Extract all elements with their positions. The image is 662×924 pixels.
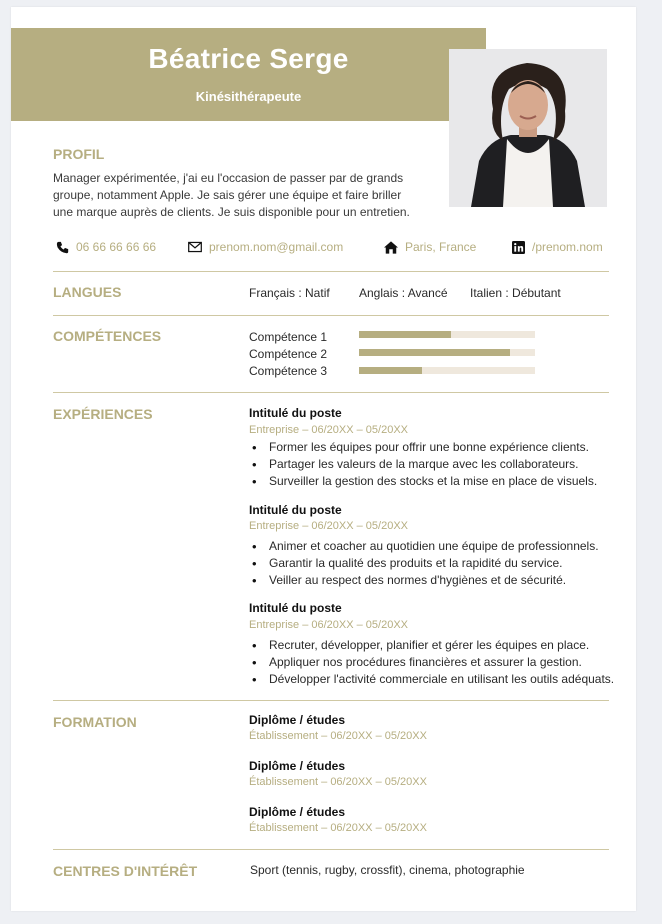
candidate-name: Béatrice Serge — [148, 43, 349, 74]
education-meta: Établissement – 06/20XX – 05/20XX — [249, 730, 427, 742]
experience-title: Intitulé du poste — [249, 601, 342, 615]
experience-bullets — [249, 439, 597, 490]
contact-phone — [55, 240, 156, 254]
list-item: • Développer l'activité commerciale en utilisant les outils adéquats. — [249, 671, 614, 688]
home-icon — [384, 240, 398, 254]
list-item: • Partager les valeurs de la marque avec les collaborateurs. — [249, 456, 597, 473]
location-text: Paris, France — [405, 240, 477, 254]
list-item: • Recruter, développer, planifier et gérer les équipes en place. — [249, 637, 614, 654]
experience-meta: Entreprise – 06/20XX – 05/20XX — [249, 424, 408, 436]
skill-label: Compétence 2 — [249, 347, 328, 361]
language-item: Français : Natif — [249, 286, 330, 300]
contact-linkedin[interactable] — [511, 240, 603, 254]
profile-line: groupe, notamment Apple. Je sais gérer une équipe et faire briller — [53, 188, 402, 202]
skill-bar-fill — [359, 349, 510, 356]
profile-summary — [53, 170, 433, 221]
skill-label: Compétence 3 — [249, 364, 328, 378]
education-heading: FORMATION — [53, 714, 137, 730]
education-title: Diplôme / études — [249, 805, 346, 819]
linkedin-handle: /prenom.nom — [532, 240, 603, 254]
list-item: • Appliquer nos procédures financières et assurer la gestion. — [249, 654, 614, 671]
profile-line: une marque auprès de clients. Je suis disponible pour un entretien. — [53, 205, 410, 219]
experience-bullets — [249, 538, 599, 589]
experience-bullets — [249, 637, 614, 688]
contact-location — [384, 240, 476, 254]
skill-label: Compétence 1 — [249, 330, 328, 344]
languages-heading: LANGUES — [53, 284, 122, 300]
experience-meta: Entreprise – 06/20XX – 05/20XX — [249, 520, 408, 532]
skills-heading: COMPÉTENCES — [53, 328, 162, 344]
section-divider — [53, 700, 609, 701]
profile-heading: PROFIL — [53, 146, 105, 162]
skill-bar — [359, 331, 535, 338]
interests-text: Sport (tennis, rugby, crossfit), cinema, photographie — [250, 863, 525, 877]
experience-meta: Entreprise – 06/20XX – 05/20XX — [249, 619, 408, 631]
experience-title: Intitulé du poste — [249, 406, 342, 420]
interests-heading: CENTRES D'INTÉRÊT — [53, 863, 198, 879]
skill-bar — [359, 367, 535, 374]
skill-bar-fill — [359, 331, 451, 338]
portrait-image — [449, 49, 607, 207]
education-meta: Établissement – 06/20XX – 05/20XX — [249, 822, 427, 834]
resume-page — [11, 7, 636, 911]
section-divider — [53, 849, 609, 850]
skill-bar — [359, 349, 535, 356]
language-item: Anglais : Avancé — [359, 286, 448, 300]
profile-line: Manager expérimentée, j'ai eu l'occasion de passer par de grands — [53, 171, 404, 185]
education-title: Diplôme / études — [249, 713, 346, 727]
experience-title: Intitulé du poste — [249, 503, 342, 517]
phone-icon — [55, 240, 69, 254]
phone-number: 06 66 66 66 66 — [76, 240, 157, 254]
list-item: • Garantir la qualité des produits et la rapidité du service. — [249, 555, 599, 572]
contact-email[interactable] — [188, 240, 343, 254]
list-item: • Veiller au respect des normes d'hygiènes et de sécurité. — [249, 572, 599, 589]
section-divider — [53, 315, 609, 316]
section-divider — [53, 392, 609, 393]
profile-photo — [449, 49, 607, 207]
education-meta: Établissement – 06/20XX – 05/20XX — [249, 776, 427, 788]
list-item: • Former les équipes pour offrir une bonne expérience clients. — [249, 439, 597, 456]
skill-bar-fill — [359, 367, 422, 374]
email-address: prenom.nom@gmail.com — [209, 240, 344, 254]
list-item: • Animer et coacher au quotidien une équipe de professionnels. — [249, 538, 599, 555]
list-item: • Surveiller la gestion des stocks et la mise en place de visuels. — [249, 473, 597, 490]
experiences-heading: EXPÉRIENCES — [53, 406, 153, 422]
linkedin-icon — [511, 240, 525, 254]
section-divider — [53, 271, 609, 272]
envelope-icon — [188, 240, 202, 254]
candidate-job-title: Kinésithérapeute — [195, 89, 302, 104]
language-item: Italien : Débutant — [470, 286, 561, 300]
education-title: Diplôme / études — [249, 759, 346, 773]
